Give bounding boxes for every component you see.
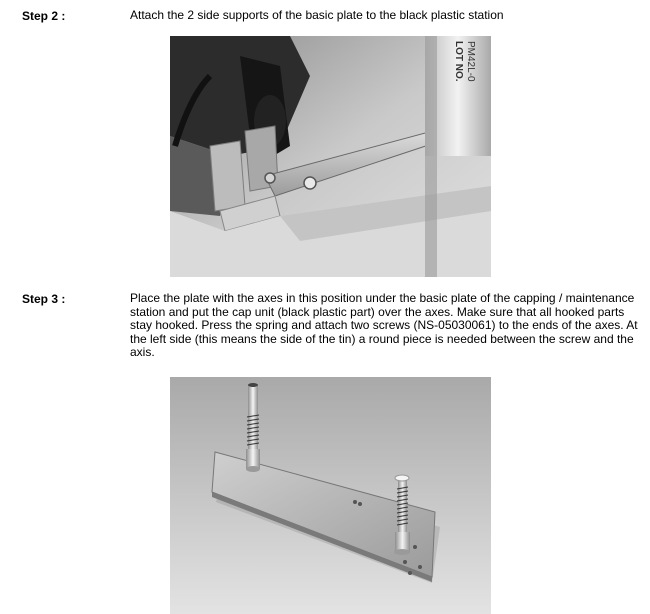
plate-with-axes-photo xyxy=(170,377,491,614)
motor-lot-text: LOT NO. xyxy=(453,41,464,82)
motor-label-text: PM42L-0 xyxy=(465,41,476,82)
step-3-instruction: Place the plate with the axes in this position under the basic plate of the capping / maintenance station and put the cap unit (black plastic part) over the axes. Make sure that all hooked parts stay hooked. Press the spring and attach two screws (NS-05030061) to the ends of the axes. At the left side (this means the side of the tin) a round piece is needed between the screw and the axis. xyxy=(130,291,638,359)
step-2-label: Step 2 : xyxy=(22,9,66,23)
step-3-label: Step 3 : xyxy=(22,292,66,306)
step-2-instruction: Attach the 2 side supports of the basic plate to the black plastic station xyxy=(130,8,504,22)
station-side-supports-photo xyxy=(170,36,491,277)
